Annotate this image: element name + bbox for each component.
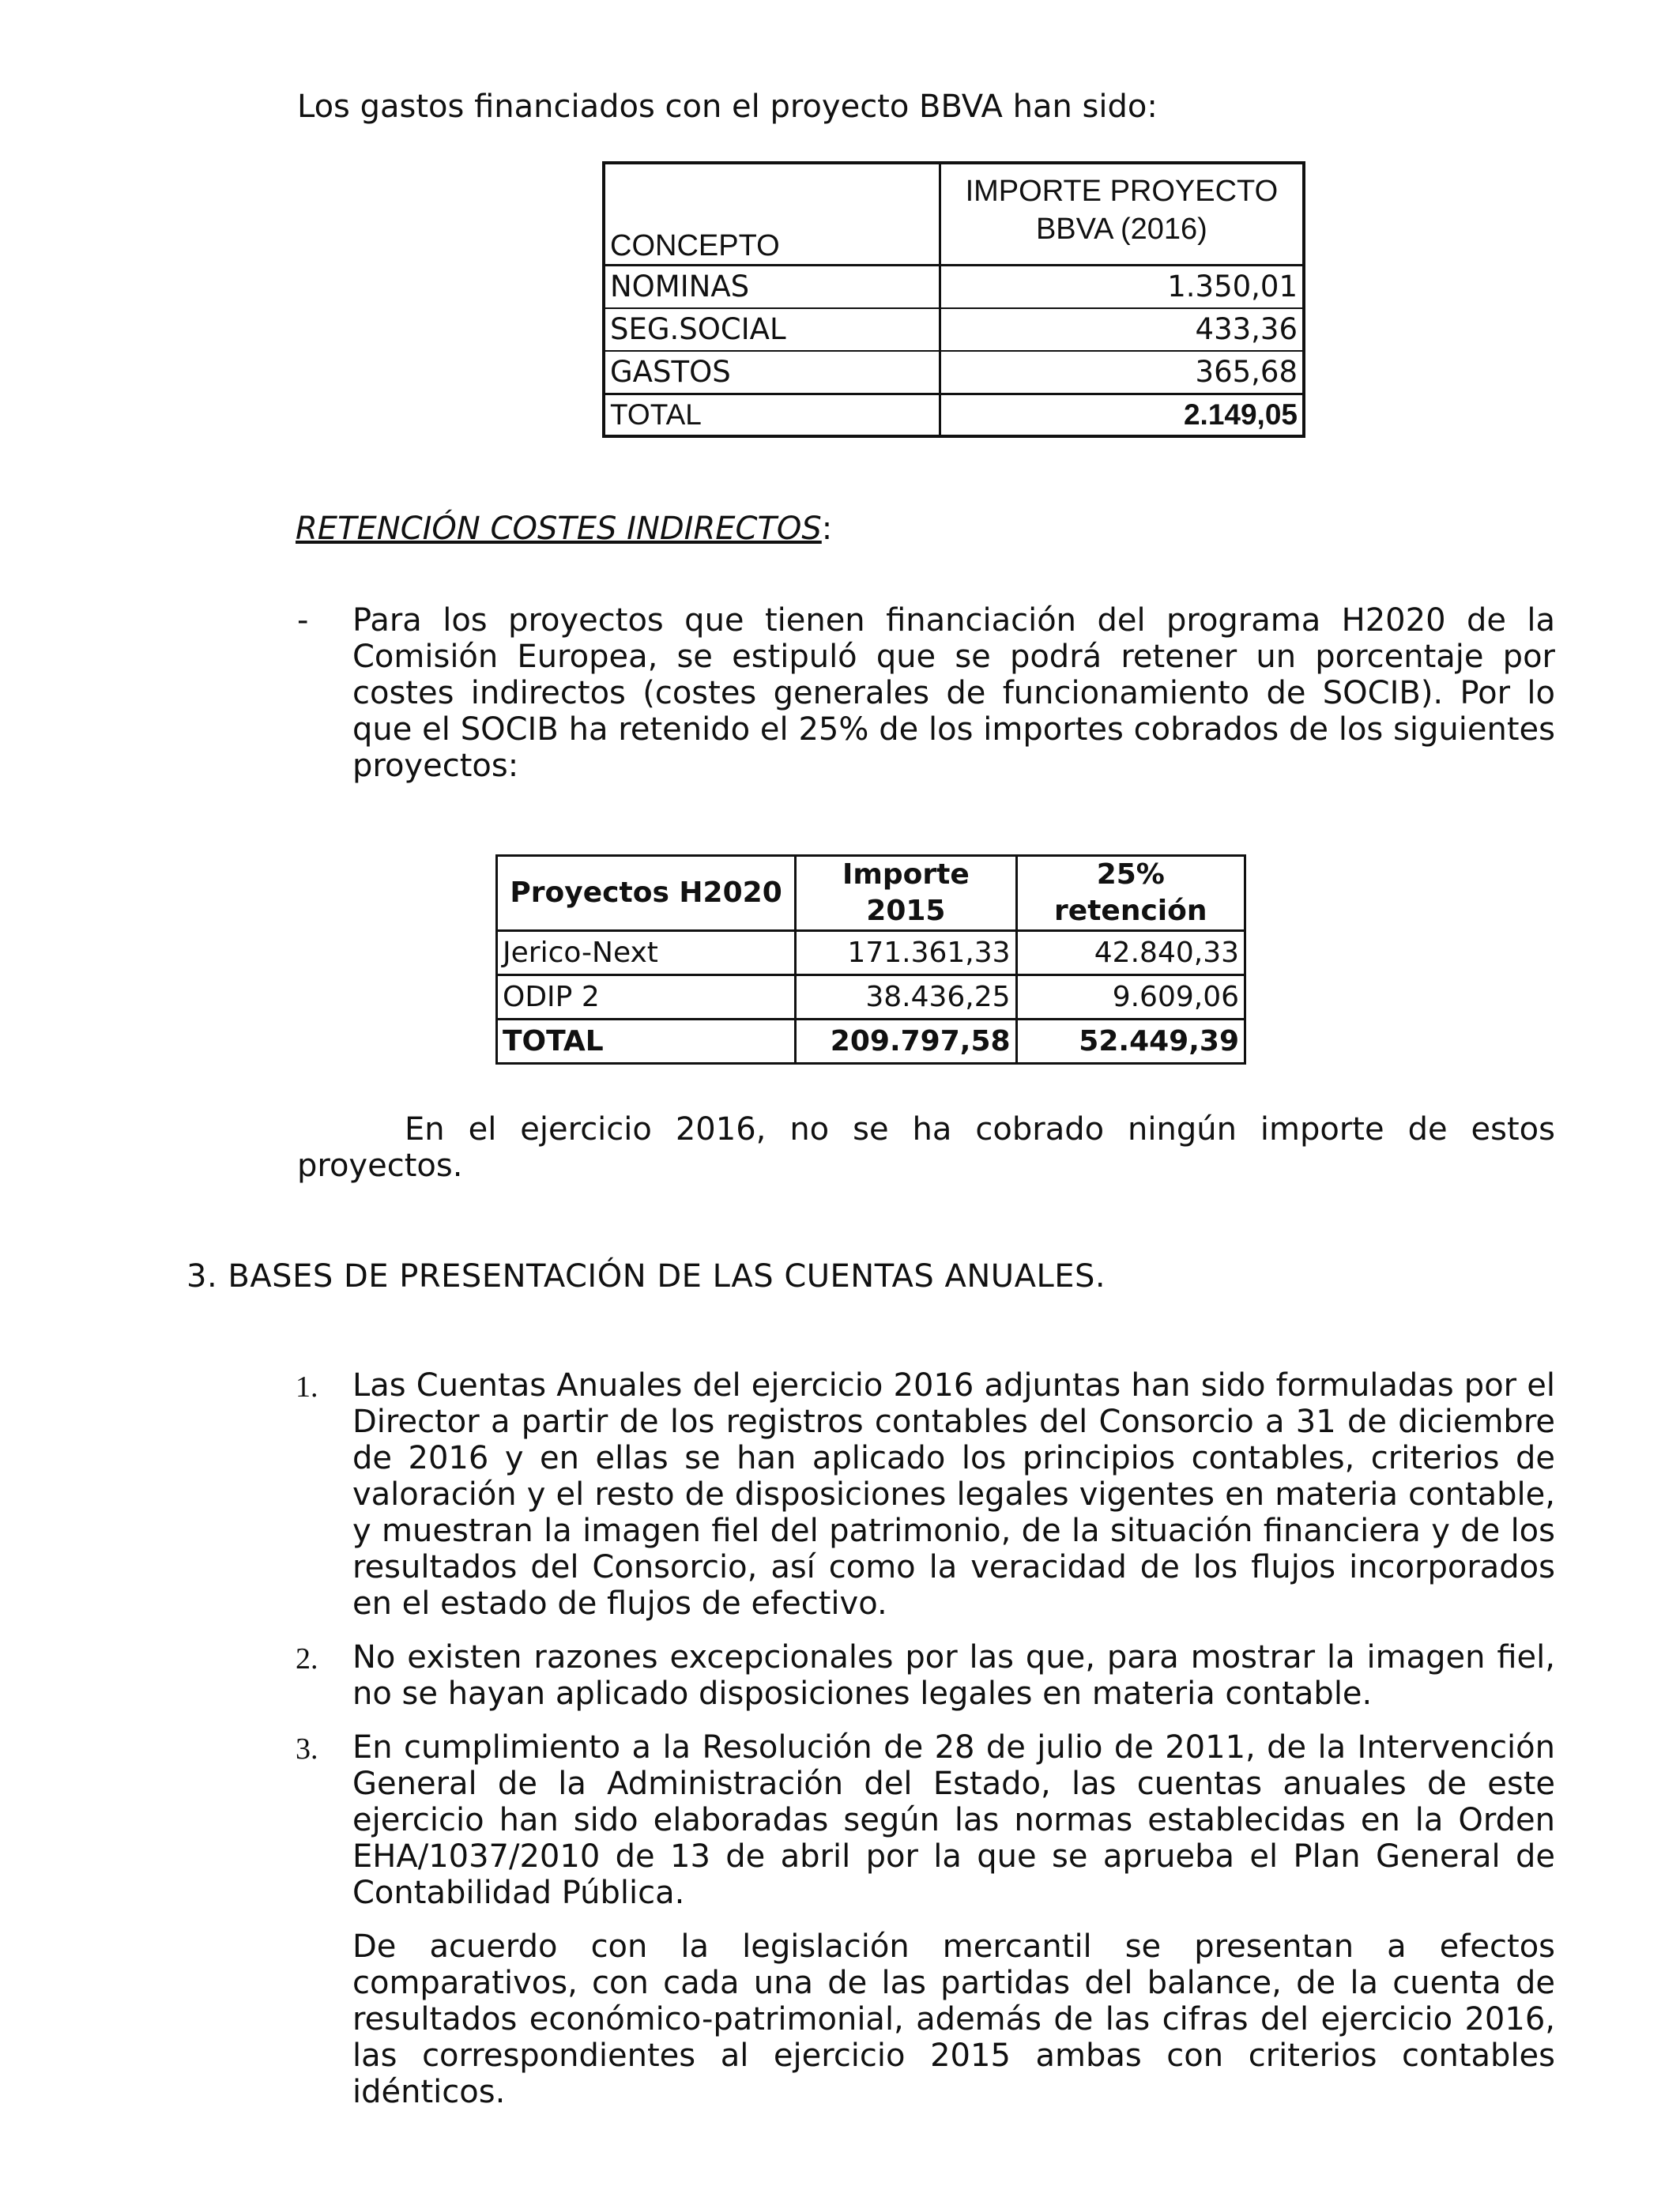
header-importe-line1: IMPORTE PROYECTO bbox=[965, 175, 1279, 208]
intro-text: Los gastos financiados con el proyecto BBVA han sido: bbox=[297, 89, 1158, 125]
header-proyectos: Proyectos H2020 bbox=[497, 856, 796, 931]
section-3-extra-paragraph: De acuerdo con la legislación mercantil se presentan a efectos comparativos, con cada una de las partidas del balance, de la cuenta de resultados económico-patrimonial, además de las cifras del ejercicio 2016, las correspondientes al ejercicio 2015 ambas con criterios contables idénticos. bbox=[352, 1928, 1555, 2110]
item-number: 2. bbox=[296, 1642, 318, 1676]
total-value: 2.149,05 bbox=[940, 394, 1304, 437]
header-importe-2015: Importe 2015 bbox=[796, 856, 1016, 931]
total-retencion: 52.449,39 bbox=[1016, 1020, 1245, 1064]
total-label: TOTAL bbox=[604, 394, 940, 437]
table-row bbox=[604, 308, 1304, 351]
row-importe: 1.350,01 bbox=[940, 266, 1304, 309]
header-importe-line2: BBVA (2016) bbox=[1035, 213, 1207, 246]
item-number: 3. bbox=[296, 1732, 318, 1766]
total-label: TOTAL bbox=[497, 1020, 796, 1064]
row-concepto: GASTOS bbox=[604, 351, 940, 394]
table-row bbox=[604, 266, 1304, 309]
table-row bbox=[604, 351, 1304, 394]
retencion-paragraph: Para los proyectos que tienen financiación del programa H2020 de la Comisión Europea, se estipuló que se podrá retener un porcentaje por costes indirectos (costes generales de funcionamiento de SOCIB). Por lo que el SOCIB ha retenido el 25% de los importes cobrados de los siguientes proyectos: bbox=[352, 602, 1555, 784]
section-3-item-1: Las Cuentas Anuales del ejercicio 2016 adjuntas han sido formuladas por el Director a partir de los registros contables del Consorcio a 31 de diciembre de 2016 y en ellas se han aplicado los principios contables, criterios de valoración y el resto de disposiciones legales vigentes en materia contable, y muestran la imagen fiel del patrimonio, de la situación financiera y de los resultados del Consorcio, así como la veracidad de los flujos incorporados en el estado de flujos de efectivo. bbox=[352, 1367, 1555, 1622]
section-3-item-2: No existen razones excepcionales por las que, para mostrar la imagen fiel, no se hayan aplicado disposiciones legales en materia contable. bbox=[352, 1639, 1555, 1712]
retencion-heading-colon: : bbox=[821, 511, 833, 547]
row-proyecto: Jerico-Next bbox=[497, 931, 796, 975]
retencion-heading bbox=[296, 511, 832, 547]
row-importe: 38.436,25 bbox=[796, 975, 1016, 1020]
header-retencion: 25% retención bbox=[1016, 856, 1245, 931]
table-total-row bbox=[497, 1020, 1245, 1064]
bullet-dash: - bbox=[297, 602, 309, 639]
item-number: 1. bbox=[296, 1370, 318, 1404]
row-concepto: SEG.SOCIAL bbox=[604, 308, 940, 351]
table-header-row bbox=[604, 163, 1304, 266]
row-importe: 365,68 bbox=[940, 351, 1304, 394]
table-header-row bbox=[497, 856, 1245, 931]
table-total-row bbox=[604, 394, 1304, 437]
row-importe: 171.361,33 bbox=[796, 931, 1016, 975]
row-importe: 433,36 bbox=[940, 308, 1304, 351]
row-concepto: NOMINAS bbox=[604, 266, 940, 309]
table-row bbox=[497, 931, 1245, 975]
bbva-expenses-table bbox=[602, 161, 1305, 438]
section-3-title: 3. BASES DE PRESENTACIÓN DE LAS CUENTAS ANUALES. bbox=[186, 1258, 1106, 1295]
row-retencion: 42.840,33 bbox=[1016, 931, 1245, 975]
total-importe: 209.797,58 bbox=[796, 1020, 1016, 1064]
ejercicio-note: En el ejercicio 2016, no se ha cobrado ningún importe de estos proyectos. bbox=[297, 1111, 1555, 1184]
retencion-heading-text: RETENCIÓN COSTES INDIRECTOS bbox=[296, 511, 822, 547]
section-3-item-3: En cumplimiento a la Resolución de 28 de julio de 2011, de la Intervención General de la Administración del Estado, las cuentas anuales de este ejercicio han sido elaboradas según las normas establecidas en la Orden EHA/1037/2010 de 13 de abril por la que se aprueba el Plan General de Contabilidad Pública. bbox=[352, 1729, 1555, 1911]
row-proyecto: ODIP 2 bbox=[497, 975, 796, 1020]
header-importe bbox=[940, 163, 1304, 266]
h2020-projects-table bbox=[495, 854, 1246, 1065]
table-row bbox=[497, 975, 1245, 1020]
row-retencion: 9.609,06 bbox=[1016, 975, 1245, 1020]
header-concepto: CONCEPTO bbox=[604, 163, 940, 266]
